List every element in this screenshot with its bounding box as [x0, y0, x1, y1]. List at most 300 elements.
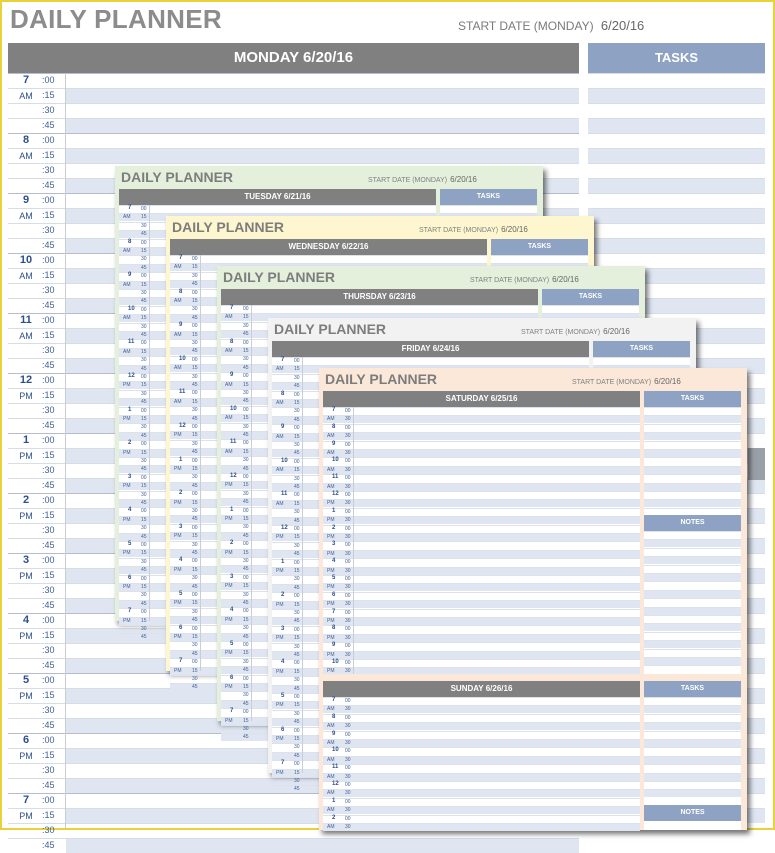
weekend-time-row[interactable]	[323, 449, 640, 457]
minute-label: :45	[42, 240, 55, 250]
sheet-ampm-label: AM	[174, 398, 182, 405]
sheet-minute-label: 45	[294, 719, 300, 726]
sunday-task-row[interactable]	[644, 739, 741, 747]
sheet-hour-label: 11	[128, 339, 135, 346]
sheet-ampm-label: AM	[174, 264, 182, 271]
time-slot-fill[interactable]	[66, 149, 579, 163]
task-row[interactable]	[588, 118, 765, 133]
sheet-time-row[interactable]	[170, 255, 487, 263]
weekend-notes-row[interactable]	[644, 632, 741, 640]
weekend-ampm-label: PM	[327, 500, 335, 507]
sheet-minute-label: 45	[192, 550, 198, 556]
sheet-col-divider	[251, 305, 252, 721]
sheet-minute-label: 00	[294, 660, 300, 667]
weekend-hour-label: 2	[332, 524, 336, 531]
sunday-task-row[interactable]	[644, 747, 741, 755]
sunday-task-row[interactable]	[644, 714, 741, 722]
weekend-notes-row[interactable]	[644, 598, 741, 606]
weekend-time-row[interactable]	[323, 600, 640, 608]
sheet-minute-label: 00	[294, 559, 300, 566]
sheet-minute-label: 45	[192, 617, 198, 624]
sheet-hour-label: 7	[179, 255, 183, 261]
sunday-time-row[interactable]	[323, 764, 640, 772]
minute-label: :45	[42, 720, 55, 730]
sheet-minute-label: 00	[192, 592, 198, 598]
sunday-hour-label: 12	[332, 781, 339, 787]
weekend-time-row[interactable]	[323, 550, 640, 558]
sheet-ampm-label: PM	[174, 566, 182, 573]
weekend-notes-row[interactable]	[644, 640, 741, 648]
ampm-label: AM	[19, 331, 33, 341]
weekend-notes-row[interactable]	[644, 615, 741, 623]
weekend-task-row[interactable]	[644, 483, 741, 491]
sheet-ampm-label: PM	[123, 449, 131, 456]
sheet-ampm-label: AM	[123, 348, 131, 355]
weekend-notes-row[interactable]	[644, 665, 741, 673]
time-slot-row[interactable]	[8, 133, 579, 148]
sheet-minute-label: 15	[192, 499, 198, 506]
ampm-label: PM	[19, 691, 33, 701]
weekend-notes-row[interactable]	[644, 649, 741, 657]
weekend-task-row[interactable]	[644, 424, 741, 432]
sheet-minute-label: 15	[243, 348, 249, 354]
sheet-minute-label: 15	[243, 717, 249, 724]
sheet-minute-label: 30	[141, 491, 147, 498]
sheet-minute-label: 45	[294, 383, 300, 390]
hour-label: 9	[22, 194, 30, 206]
sheet-minute-label: 15	[243, 684, 249, 690]
hour-label: 4	[22, 614, 30, 626]
task-row[interactable]	[588, 88, 765, 103]
sheet-minute-label: 15	[243, 516, 249, 522]
weekend-time-row[interactable]	[323, 441, 640, 449]
sunday-task-row[interactable]	[644, 731, 741, 739]
sheet-col-divider	[302, 357, 303, 773]
sheet-minute-label: 30	[141, 357, 147, 364]
sunday-body[interactable]	[323, 697, 640, 830]
weekend-minute-label: 00	[345, 475, 351, 482]
sunday-time-row[interactable]	[323, 806, 640, 814]
task-row[interactable]	[588, 103, 765, 118]
sunday-time-row[interactable]	[323, 773, 640, 781]
sheet-ampm-label: PM	[276, 534, 284, 541]
sheet-ampm-label: PM	[276, 668, 284, 675]
sheet-minute-label: 45	[243, 465, 249, 472]
minute-label: :30	[42, 645, 55, 655]
sheet-minute-label: 45	[141, 332, 147, 338]
sheet-minute-label: 15	[192, 398, 198, 405]
task-row[interactable]	[588, 133, 765, 148]
ampm-label: PM	[19, 811, 33, 821]
task-row[interactable]	[588, 178, 765, 193]
sheet-minute-label: 30	[141, 256, 147, 263]
sheet-minute-label: 30	[141, 558, 147, 565]
sheet-minute-label: 00	[192, 625, 198, 632]
weekend-ampm-label: PM	[327, 618, 335, 624]
sunday-time-row[interactable]	[323, 722, 640, 730]
minute-label: :15	[42, 450, 55, 460]
weekend-time-row[interactable]	[323, 575, 640, 583]
minute-label: :15	[42, 810, 55, 820]
sheet-minute-label: 00	[243, 474, 249, 480]
weekend-time-row[interactable]	[323, 567, 640, 575]
scrollbar-thumb[interactable]	[748, 448, 765, 480]
sunday-time-row[interactable]	[323, 731, 640, 739]
day-header: MONDAY 6/20/16	[8, 43, 579, 73]
task-row[interactable]	[588, 223, 765, 238]
weekend-notes-row[interactable]	[644, 623, 741, 631]
weekend-time-row[interactable]	[323, 474, 640, 482]
sheet-start-value: 6/20/16	[501, 225, 528, 234]
sunday-task-row[interactable]	[644, 756, 741, 764]
sheet-minute-label: 00	[192, 323, 198, 330]
sunday-task-row[interactable]	[644, 705, 741, 713]
weekend-minute-label: 30	[345, 550, 351, 557]
sheet-hour-label: 1	[281, 558, 285, 565]
weekend-time-row[interactable]	[323, 558, 640, 566]
sheet-minute-label: 15	[243, 482, 249, 489]
weekend-minute-label: 30	[345, 567, 351, 574]
sheet-minute-label: 30	[243, 692, 249, 699]
weekend-hour-label: 11	[332, 474, 339, 481]
sheet-minute-label: 30	[192, 474, 198, 481]
weekend-time-row[interactable]	[323, 533, 640, 541]
sunday-task-row[interactable]	[644, 697, 741, 705]
time-slot-row[interactable]	[8, 148, 579, 163]
sheet-minute-label: 45	[141, 600, 147, 607]
sheet-minute-label: 15	[294, 467, 300, 474]
hour-label: 12	[19, 374, 33, 386]
weekend-time-row[interactable]	[323, 651, 640, 659]
weekend-time-row[interactable]	[323, 491, 640, 499]
sheet-hour-label: 2	[179, 490, 183, 497]
task-row[interactable]	[588, 73, 765, 88]
sheet-start-label: START DATE (MONDAY)	[368, 177, 448, 184]
sheet-ampm-label: AM	[174, 331, 182, 338]
sunday-time-row[interactable]	[323, 697, 640, 705]
weekend-time-row[interactable]	[323, 424, 640, 432]
sheet-time-row[interactable]	[119, 205, 436, 213]
weekend-notes-row[interactable]	[644, 565, 741, 573]
sheet-task-row[interactable]	[491, 255, 588, 263]
sheet-minute-label: 45	[192, 348, 198, 355]
sheet-ampm-label: AM	[276, 500, 284, 507]
sunday-time-row[interactable]	[323, 781, 640, 789]
sheet-weekend[interactable]	[319, 368, 747, 830]
weekend-task-row[interactable]	[644, 466, 741, 474]
minute-label: :30	[42, 285, 55, 295]
minute-label: :45	[42, 660, 55, 670]
time-slot-fill[interactable]	[66, 134, 579, 148]
sunday-time-row[interactable]	[323, 714, 640, 722]
weekend-time-row[interactable]	[323, 634, 640, 642]
sheet-minute-label: 45	[243, 667, 249, 674]
sunday-time-row[interactable]	[323, 705, 640, 713]
weekend-time-row[interactable]	[323, 508, 640, 516]
weekend-notes-row[interactable]	[644, 581, 741, 589]
weekend-minute-label: 00	[345, 542, 351, 549]
weekend-time-row[interactable]	[323, 483, 640, 491]
sheet-minute-label: 15	[294, 568, 300, 574]
task-row[interactable]	[588, 238, 765, 253]
sheet-minute-label: 00	[294, 391, 300, 398]
weekend-ampm-label: AM	[327, 483, 335, 490]
minute-label: :00	[42, 735, 55, 745]
minute-label: :30	[42, 525, 55, 535]
weekend-time-row[interactable]	[323, 466, 640, 474]
sunday-time-row[interactable]	[323, 823, 640, 831]
sheet-hour-label: 10	[230, 405, 237, 412]
sheet-ampm-label: PM	[123, 382, 131, 389]
sheet-hour-label: 2	[230, 540, 234, 547]
hour-label: 2	[22, 494, 30, 506]
sheet-hour-label: 9	[128, 272, 132, 279]
sheet-ampm-label: AM	[225, 314, 233, 321]
sunday-ampm-label: AM	[327, 723, 335, 730]
task-row[interactable]	[588, 163, 765, 178]
sheet-minute-label: 15	[141, 617, 147, 624]
weekend-time-row[interactable]	[323, 457, 640, 465]
weekend-task-row[interactable]	[644, 499, 741, 507]
weekend-time-row[interactable]	[323, 432, 640, 440]
sheet-minute-label: 15	[294, 366, 300, 373]
sheet-ampm-label: PM	[225, 717, 233, 724]
sheet-minute-label: 45	[243, 432, 249, 438]
sheet-minute-label: 00	[294, 492, 300, 499]
start-date	[458, 18, 644, 33]
sheet-task-row[interactable]	[542, 305, 639, 313]
sheet-minute-label: 15	[294, 668, 300, 675]
weekend-time-row[interactable]	[323, 642, 640, 650]
sunday-task-row[interactable]	[644, 781, 741, 789]
sheet-minute-label: 45	[243, 734, 249, 741]
weekend-time-row[interactable]	[323, 583, 640, 591]
sheet-minute-label: 45	[192, 516, 198, 523]
weekend-time-row[interactable]	[323, 525, 640, 533]
minute-label: :00	[42, 375, 55, 385]
sheet-minute-label: 00	[141, 542, 147, 548]
sheet-minute-label: 45	[192, 382, 198, 388]
minute-label: :00	[42, 75, 55, 85]
sheet-ampm-label: PM	[123, 617, 131, 624]
weekend-ampm-label: PM	[327, 534, 335, 540]
sheet-minute-label: 45	[243, 398, 249, 405]
sunday-minute-label: 30	[345, 824, 351, 830]
sheet-minute-label: 30	[192, 608, 198, 615]
sheet-minute-label: 45	[294, 450, 300, 457]
sunday-time-row[interactable]	[323, 756, 640, 764]
weekend-ampm-label: PM	[327, 634, 335, 641]
sheet-day-header: SATURDAY 6/25/16	[323, 391, 640, 407]
weekend-time-row[interactable]	[323, 541, 640, 549]
weekend-notes-row[interactable]	[644, 556, 741, 564]
weekend-task-row[interactable]	[644, 449, 741, 457]
sheet-minute-label: 45	[192, 449, 198, 456]
sheet-minute-label: 30	[294, 778, 300, 784]
sheet-ampm-label: PM	[174, 533, 182, 540]
sheet-hour-label: 4	[230, 607, 234, 614]
time-slot-row[interactable]	[8, 88, 579, 103]
sheet-minute-label: 00	[243, 306, 249, 312]
sheet-minute-label: 15	[141, 214, 147, 221]
sheet-ampm-label: AM	[276, 366, 284, 373]
sunday-time-row[interactable]	[323, 739, 640, 747]
weekend-time-row[interactable]	[323, 407, 640, 415]
sunday-time-row[interactable]	[323, 798, 640, 806]
sheet-minute-label: 00	[192, 491, 198, 498]
sheet-hour-label: 4	[128, 507, 132, 514]
time-slot-fill[interactable]	[66, 839, 579, 853]
weekend-task-row[interactable]	[644, 432, 741, 440]
sheet-minute-label: 45	[192, 281, 198, 288]
sheet-minute-label: 30	[294, 643, 300, 650]
weekend-time-row[interactable]	[323, 617, 640, 625]
time-slot-fill[interactable]	[66, 104, 579, 118]
weekend-hour-label: 5	[332, 575, 336, 581]
weekend-minute-label: 00	[345, 424, 351, 431]
sheet-minute-label: 15	[243, 314, 249, 321]
minute-label: :30	[42, 165, 55, 175]
weekend-time-row[interactable]	[323, 609, 640, 617]
sheet-ampm-label: PM	[174, 432, 182, 439]
weekend-task-row[interactable]	[644, 457, 741, 465]
sheet-title-bar	[115, 166, 543, 188]
sheet-minute-label: 45	[294, 652, 300, 658]
sheet-minute-label: 15	[141, 348, 147, 355]
time-column	[8, 73, 66, 828]
sheet-minute-label: 30	[141, 458, 147, 464]
sheet-hour-label: 7	[128, 608, 132, 615]
sheet-minute-label: 15	[294, 534, 300, 541]
sheet-minute-label: 45	[243, 600, 249, 606]
weekend-time-row[interactable]	[323, 415, 640, 423]
weekend-hour-label: 3	[332, 541, 336, 548]
sheet-ampm-label: PM	[225, 583, 233, 590]
sheet-minute-label: 30	[243, 490, 249, 497]
sheet-hour-label: 7	[281, 357, 285, 363]
sheet-title-bar	[319, 368, 747, 390]
minute-label: :45	[42, 540, 55, 550]
sheet-hour-label: 1	[179, 456, 183, 463]
weekend-time-row[interactable]	[323, 659, 640, 667]
sheet-task-row[interactable]	[440, 205, 537, 213]
time-slot-row[interactable]	[8, 838, 579, 853]
sheet-ampm-label: PM	[123, 483, 131, 490]
weekend-notes-row[interactable]	[644, 607, 741, 615]
sheet-minute-label: 30	[141, 222, 147, 229]
minute-label: :30	[42, 465, 55, 475]
sheet-time-row[interactable]	[272, 357, 589, 365]
weekend-notes-row[interactable]	[644, 548, 741, 556]
sunday-task-row[interactable]	[644, 789, 741, 797]
sheet-start-value: 6/20/16	[654, 377, 681, 386]
weekend-notes-row[interactable]	[644, 573, 741, 581]
weekend-time-row[interactable]	[323, 499, 640, 507]
sheet-minute-label: 00	[294, 626, 300, 633]
sheet-minute-label: 45	[243, 364, 249, 371]
sheet-minute-label: 00	[141, 206, 147, 212]
time-slot-row[interactable]	[8, 73, 579, 88]
weekend-time-row[interactable]	[323, 625, 640, 633]
sunday-task-row[interactable]	[644, 722, 741, 730]
time-slot-fill[interactable]	[66, 119, 579, 133]
sunday-time-row[interactable]	[323, 747, 640, 755]
sunday-time-row[interactable]	[323, 815, 640, 823]
minute-label: :30	[42, 225, 55, 235]
sunday-minute-label: 30	[345, 723, 351, 730]
weekend-time-row[interactable]	[323, 516, 640, 524]
minute-label: :15	[42, 630, 55, 640]
sunday-ampm-label: AM	[327, 706, 335, 713]
sheet-time-row[interactable]	[221, 305, 538, 313]
sheet-minute-label: 45	[294, 416, 300, 423]
sheet-col-divider	[200, 255, 201, 671]
sheet-minute-label: 15	[192, 331, 198, 338]
weekend-task-row[interactable]	[644, 415, 741, 423]
task-row[interactable]	[588, 193, 765, 208]
weekend-ampm-label: AM	[327, 466, 335, 473]
time-slot-fill[interactable]	[66, 74, 579, 88]
sheet-minute-label: 00	[294, 358, 300, 364]
sheet-start-date	[470, 275, 579, 284]
sheet-hour-label: 4	[281, 659, 285, 666]
weekend-ampm-label: PM	[327, 550, 335, 557]
time-slot-row[interactable]	[8, 103, 579, 118]
sheet-minute-label: 45	[243, 532, 249, 539]
sunday-minute-label: 00	[345, 748, 351, 755]
sheet-minute-label: 45	[141, 533, 147, 540]
minute-label: :45	[42, 180, 55, 190]
sheet-tasks-header: TASKS	[644, 391, 741, 407]
sheet-minute-label: 15	[192, 634, 198, 640]
sheet-minute-label: 30	[141, 525, 147, 532]
sheet-minute-label: 45	[192, 415, 198, 422]
sunday-task-row[interactable]	[644, 764, 741, 772]
time-slot-row[interactable]	[8, 118, 579, 133]
sheet-tasks-header: TASKS	[593, 341, 690, 357]
ampm-label: PM	[19, 451, 33, 461]
weekend-notes-row[interactable]	[644, 657, 741, 665]
sheet-title: DAILY PLANNER	[274, 321, 387, 337]
weekend-ampm-label: AM	[327, 433, 335, 440]
weekend-time-row[interactable]	[323, 592, 640, 600]
weekend-task-row[interactable]	[644, 474, 741, 482]
weekend-notes-row[interactable]	[644, 539, 741, 547]
ampm-label: PM	[19, 751, 33, 761]
weekend-task-row[interactable]	[644, 407, 741, 415]
weekend-notes-row[interactable]	[644, 531, 741, 539]
sheet-hour-label: 6	[128, 574, 132, 581]
sheet-minute-label: 30	[243, 625, 249, 632]
weekend-minute-label: 30	[345, 483, 351, 490]
ampm-label: AM	[19, 211, 33, 221]
task-row[interactable]	[588, 208, 765, 223]
weekend-minute-label: 00	[345, 508, 351, 515]
weekend-notes-row[interactable]	[644, 590, 741, 598]
task-row[interactable]	[588, 148, 765, 163]
sunday-task-row[interactable]	[644, 773, 741, 781]
minute-label: :30	[42, 345, 55, 355]
sheet-hour-label: 7	[281, 760, 285, 767]
weekend-task-row[interactable]	[644, 491, 741, 499]
sheet-minute-label: 00	[243, 709, 249, 716]
time-slot-fill[interactable]	[66, 89, 579, 103]
sheet-task-row[interactable]	[593, 357, 690, 365]
weekend-task-row[interactable]	[644, 441, 741, 449]
sunday-time-row[interactable]	[323, 789, 640, 797]
sheet-minute-label: 00	[192, 524, 198, 531]
sheet-hour-label: 5	[128, 541, 132, 547]
